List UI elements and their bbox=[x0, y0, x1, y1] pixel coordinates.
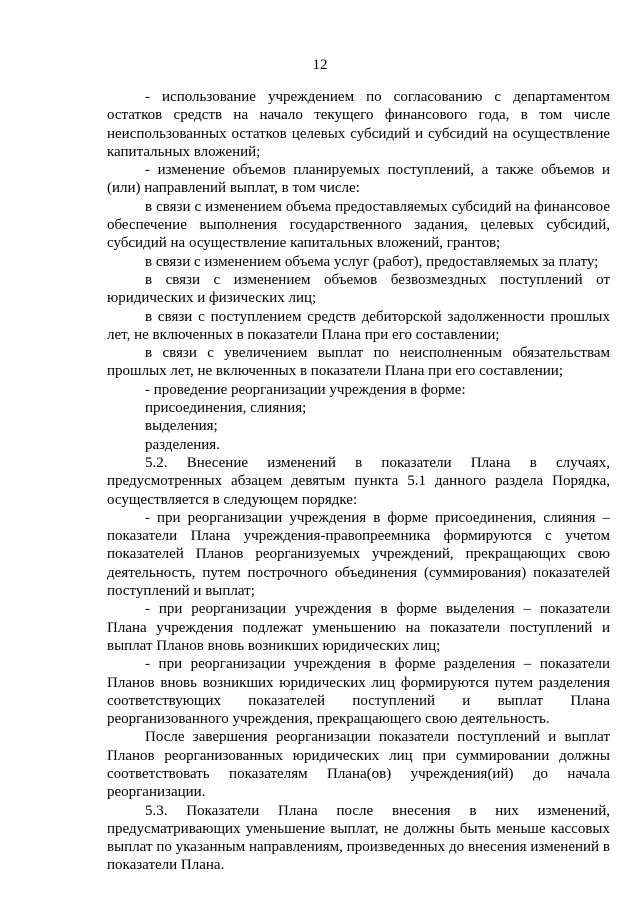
paragraph-section-5-3: 5.3. Показатели Плана после внесения в них изменений, предусматривающих уменьшение выплат, не должны быть меньше кассовых выплат по указанным направлениям, произведенных до внесения изменений в показатели Плана. bbox=[107, 802, 610, 874]
paragraph-division: разделения. bbox=[145, 436, 220, 453]
paragraph-paid-services: в связи с изменением объема услуг (работ), предоставляемых за плату; bbox=[145, 253, 599, 270]
paragraph-division-procedure: - при реорганизации учреждения в форме разделения – показатели Планов вновь возникших юридических лиц формируются путем разделения соответствующих показателей поступлений и выплат Плана реорганизованного учреждения, прекращающего свою деятельность. bbox=[107, 656, 610, 728]
paragraph-remaining-funds: - использование учреждением по согласованию с департаментом остатков средств на начало текущего финансового года, в том числе неиспользованных остатков целевых субсидий и субсидий на осуществление капитальных вложений; bbox=[107, 89, 610, 160]
paragraph-subsidies-change: в связи с изменением объема предоставляемых субсидий на финансовое обеспечение выполнения государственного задания, целевых субсидий, субсидий на осуществление капитальных вложений, грантов; bbox=[107, 198, 610, 252]
paragraph-receivables: в связи с поступлением средств дебиторской задолженности прошлых лет, не включенных в показатели Плана при его составлении; bbox=[107, 308, 610, 343]
paragraph-gratuitous-receipts: в связи с изменением объемов безвозмездных поступлений от юридических и физических лиц; bbox=[107, 271, 610, 307]
paragraph-after-reorganization: После завершения реорганизации показатели поступлений и выплат Планов реорганизованных юридических лиц при суммировании должны соответствовать показателям Плана(ов) учреждения(ий) до начала реорганизации. bbox=[107, 729, 610, 801]
paragraph-spin-off-procedure: - при реорганизации учреждения в форме выделения – показатели Плана учреждения подлежат уменьшению на показатели поступлений и выплат Планов вновь возникших юридических лиц; bbox=[107, 601, 610, 654]
paragraph-reorganization-form: - проведение реорганизации учреждения в форме: bbox=[145, 381, 466, 398]
paragraph-merger: присоединения, слияния; bbox=[145, 400, 307, 417]
paragraph-section-5-2: 5.2. Внесение изменений в показатели Плана в случаях, предусмотренных абзацем девятым пункта 5.1 данного раздела Порядка, осуществляется в следующем порядке: bbox=[107, 454, 610, 508]
page-number: 12 bbox=[312, 57, 328, 73]
paragraph-merger-procedure: - при реорганизации учреждения в форме присоединения, слияния – показатели Плана учреждения-правопреемника формируются с учетом показателей Планов реорганизуемых учреждений, прекращающих свою деятельность, путем построчного объединения (суммирования) показателей поступлений и выплат; bbox=[107, 509, 610, 600]
paragraph-spin-off: выделения; bbox=[145, 418, 218, 435]
document-body bbox=[107, 88, 610, 875]
paragraph-change-volumes: - изменение объемов планируемых поступлений, а также объемов и (или) направлений выплат, в том числе: bbox=[107, 162, 610, 197]
paragraph-unfulfilled-obligations: в связи с увеличением выплат по неисполненным обязательствам прошлых лет, не включенных в показатели Плана при его составлении; bbox=[107, 345, 610, 380]
